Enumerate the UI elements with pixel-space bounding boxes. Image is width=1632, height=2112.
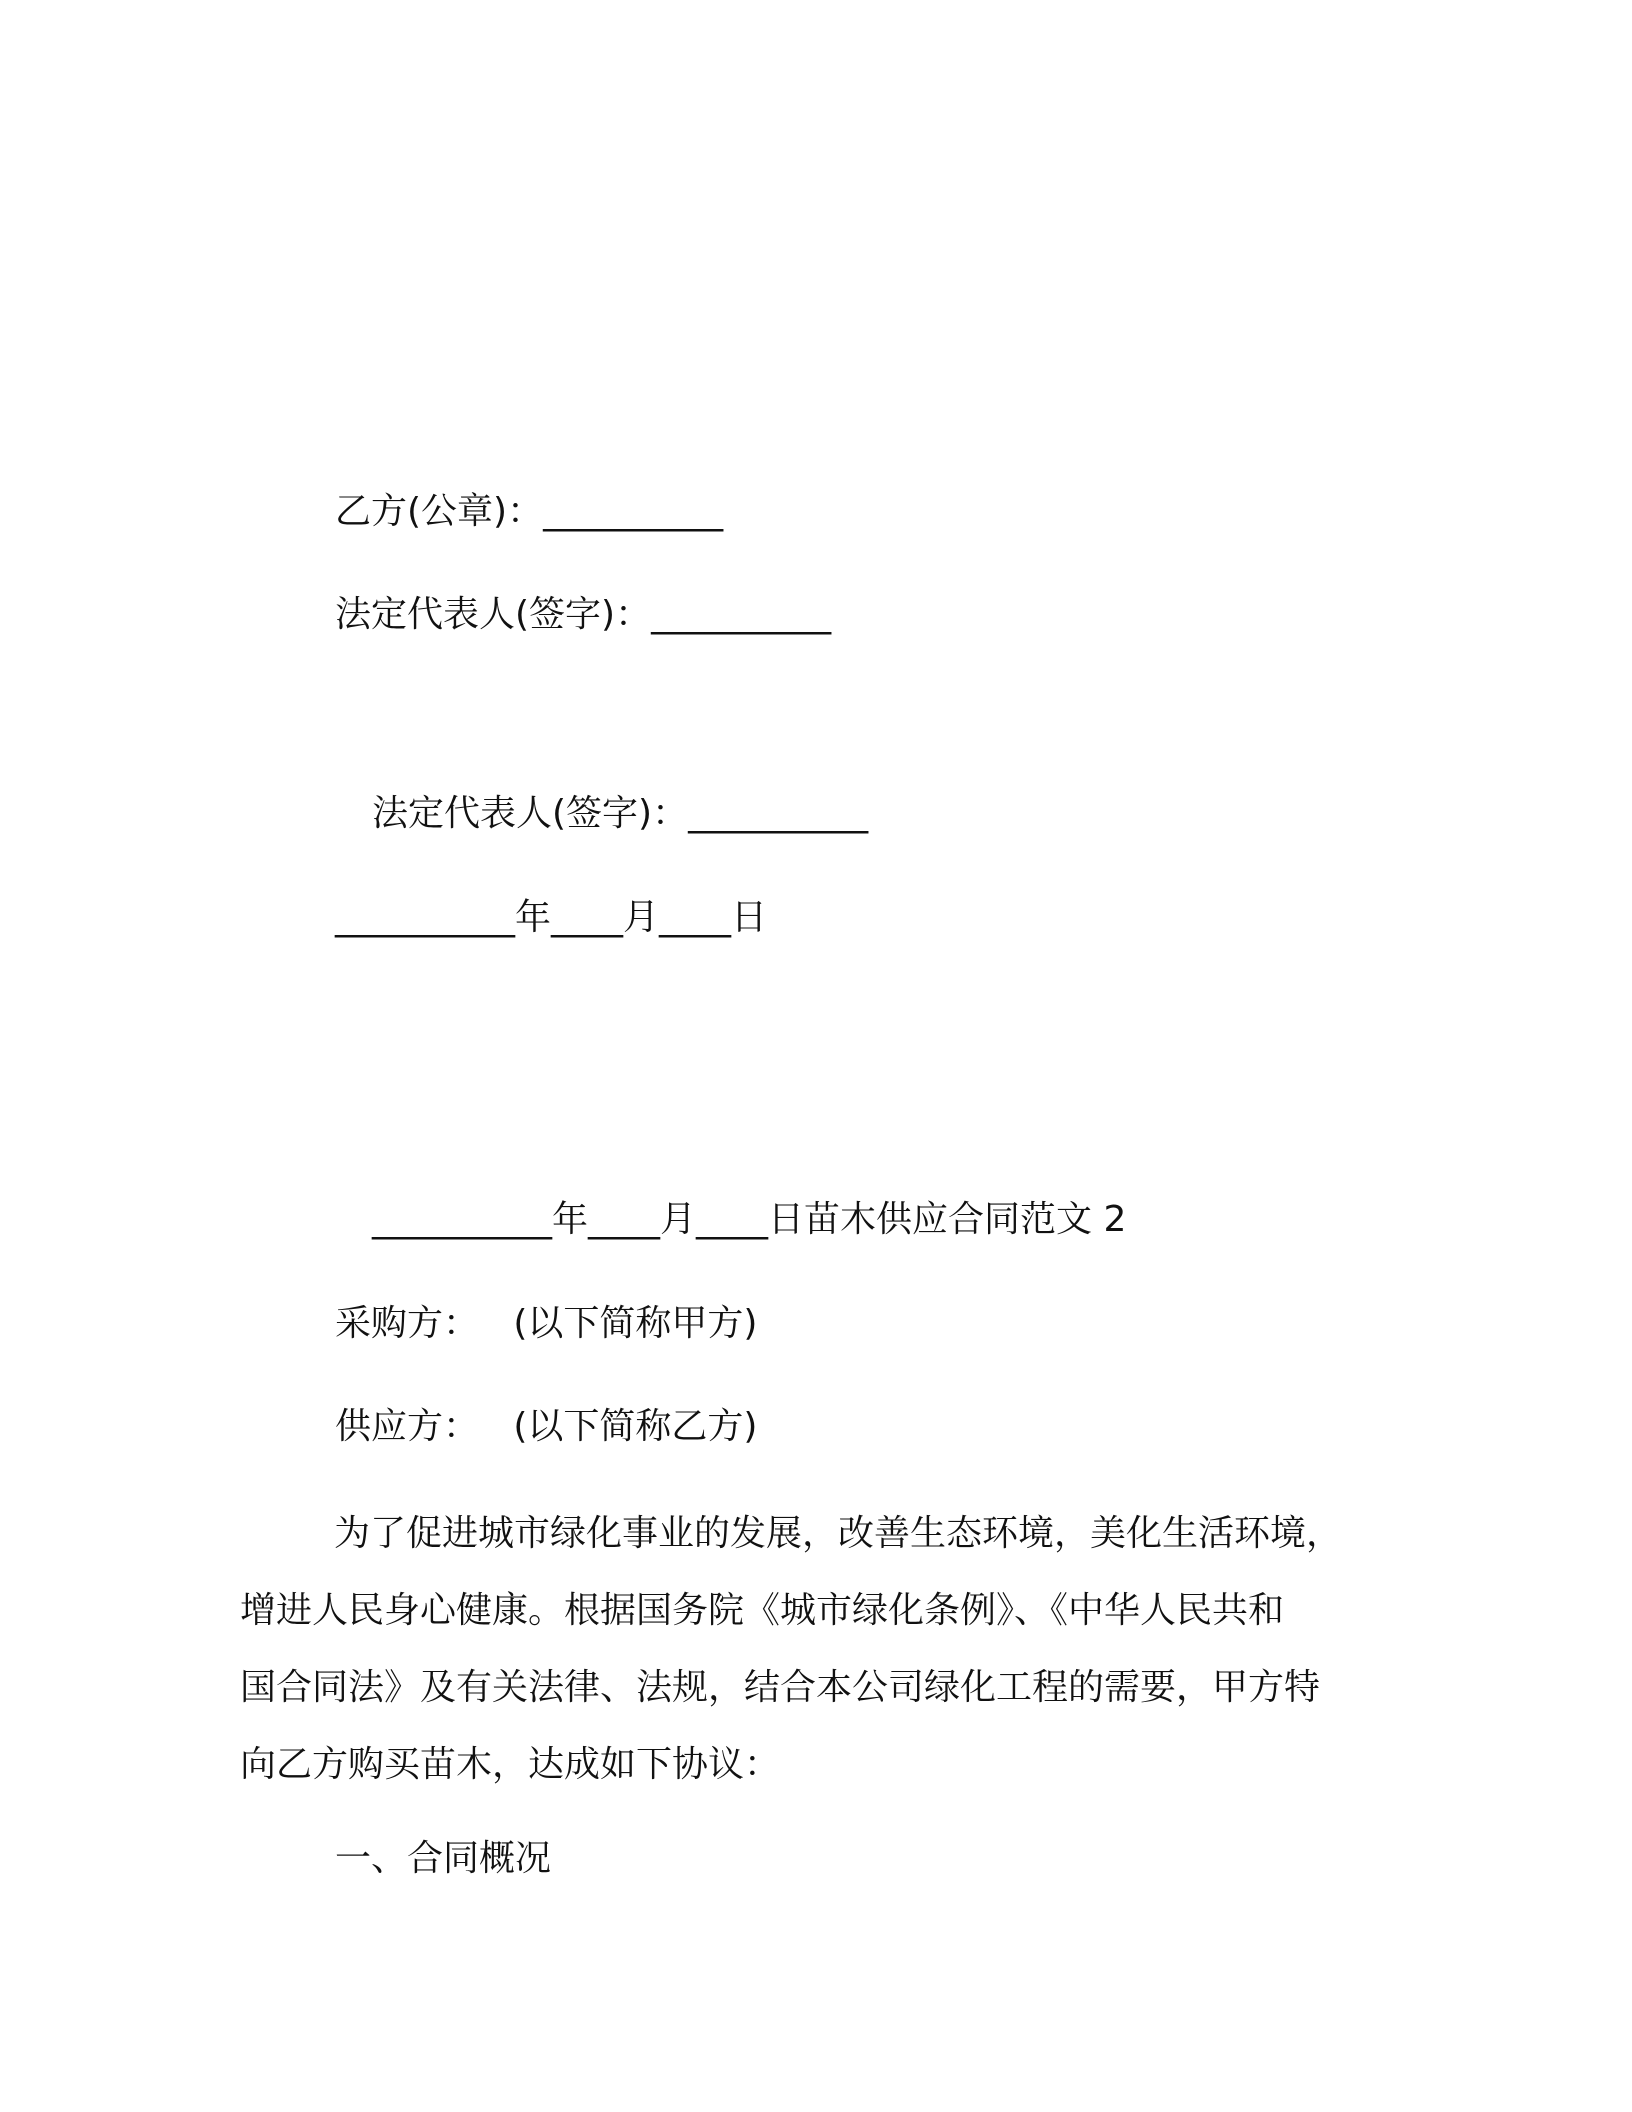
signature-date-line: __________年____月____日 [335, 897, 767, 938]
intro-line: 增进人民身心健康。根据国务院《城市绿化条例》、《中华人民共和 [240, 1590, 1285, 1631]
supplier-line: 供应方： (以下简称乙方) [335, 1406, 758, 1447]
buyer-line: 采购方： (以下简称甲方) [335, 1303, 758, 1344]
legal-rep-signature-line-2: 法定代表人(签字)：__________ [372, 793, 869, 834]
party-b-seal-line: 乙方(公章)：__________ [335, 491, 724, 532]
intro-line: 国合同法》及有关法律、法规，结合本公司绿化工程的需要，甲方特 [240, 1667, 1321, 1708]
intro-paragraph [240, 1495, 1360, 1803]
section-heading: 一、合同概况 [335, 1838, 552, 1879]
intro-line: 为了促进城市绿化事业的发展，改善生态环境，美化生活环境， [334, 1513, 1343, 1554]
legal-rep-signature-line: 法定代表人(签字)：__________ [335, 594, 832, 635]
intro-line: 向乙方购买苗木，达成如下协议： [240, 1744, 781, 1785]
contract-title: __________年____月____日苗木供应合同范文 2 [372, 1199, 1127, 1240]
